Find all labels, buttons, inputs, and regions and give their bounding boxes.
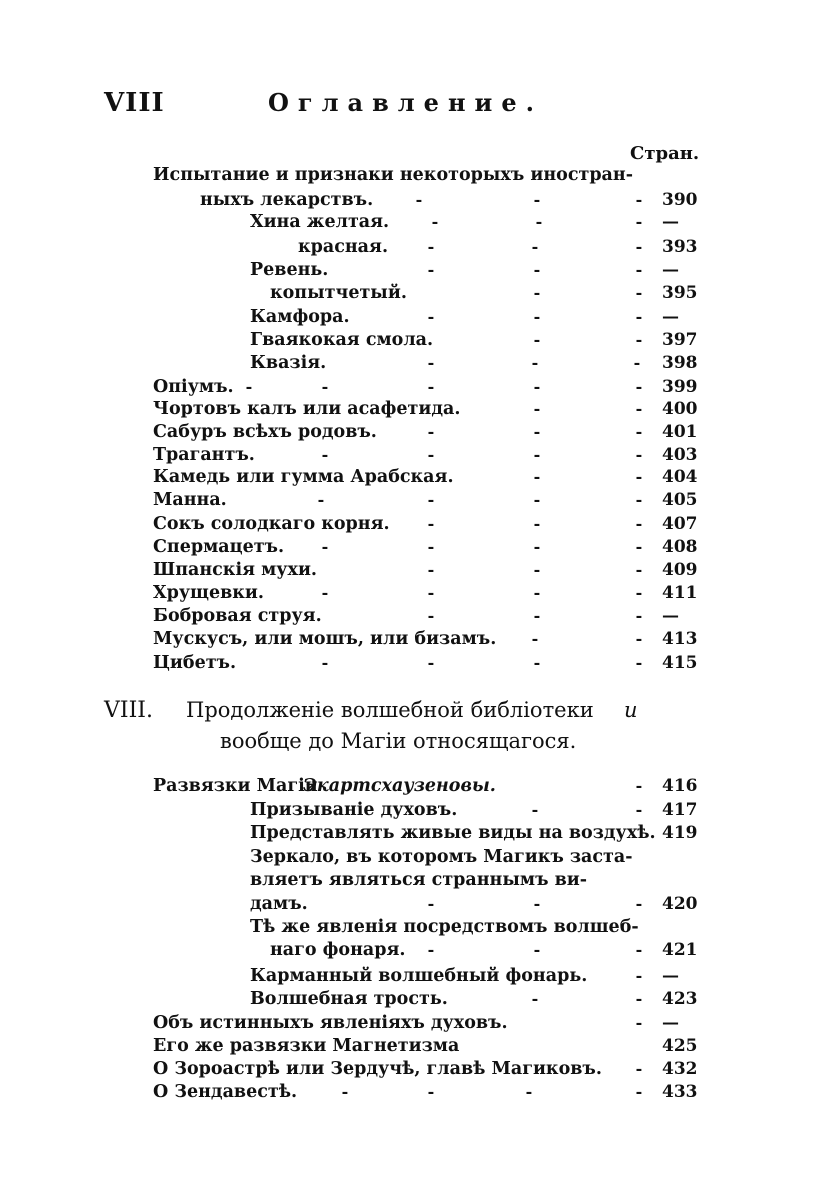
toc-entry-page: — <box>662 606 679 626</box>
leader-dot: - <box>431 212 439 231</box>
leader-dot: - <box>533 514 541 533</box>
toc-entry <box>0 467 840 491</box>
section-number: VIII. <box>104 698 153 723</box>
page-column-label: Стран. <box>630 143 700 164</box>
leader-dot: - <box>427 307 435 326</box>
toc-entry-title: Карманный волшебный фонарь. <box>250 966 588 986</box>
toc-entry-title: Мускусъ, или мошъ, или бизамъ. <box>153 629 497 649</box>
section-title-conjunction: и <box>624 698 638 722</box>
toc-entry-page: 423 <box>662 989 698 1009</box>
toc-entry <box>0 800 840 824</box>
leader-dot: - <box>635 422 643 441</box>
toc-entry-page: — <box>662 260 679 280</box>
leader-dot: - <box>415 190 423 209</box>
leader-dot: - <box>635 989 643 1008</box>
leader-dot: - <box>533 260 541 279</box>
toc-entry-title: Ревень. <box>250 260 329 280</box>
toc-entry-page: 416 <box>662 776 698 796</box>
toc-entry-title: Шпанскія мухи. <box>153 560 318 580</box>
leader-dot: - <box>427 894 435 913</box>
toc-entry <box>0 514 840 538</box>
toc-entry-page: 425 <box>662 1036 698 1056</box>
toc-entry <box>0 260 840 284</box>
toc-entry-title: Хина желтая. <box>250 212 390 232</box>
toc-entry <box>0 653 840 677</box>
leader-dot: - <box>533 490 541 509</box>
toc-entry <box>0 989 840 1013</box>
leader-dot: - <box>533 190 541 209</box>
leader-dot: - <box>533 422 541 441</box>
toc-entry-page: 393 <box>662 237 698 257</box>
leader-dot: - <box>317 490 325 509</box>
leader-dot: - <box>635 307 643 326</box>
section-title-line1: Продолженіе волшебной библіотеки <box>186 698 594 722</box>
toc-entry-title: Цибетъ. <box>153 653 237 673</box>
toc-entry <box>0 445 840 469</box>
leader-dot: - <box>635 966 643 985</box>
toc-entry <box>0 283 840 307</box>
toc-entry <box>0 1036 840 1060</box>
toc-entry-title: Сабуръ всѣхъ родовъ. <box>153 422 377 442</box>
leader-dot: - <box>533 399 541 418</box>
toc-entry-page: — <box>662 307 679 327</box>
leader-dot: - <box>533 330 541 349</box>
toc-entry-title: Волшебная трость. <box>250 989 448 1009</box>
section-title-line2: вообще до Магіи относящагося. <box>220 729 577 753</box>
toc-entry-page: 432 <box>662 1059 698 1079</box>
toc-entry-title: ныхъ лекарствъ. <box>200 190 374 210</box>
toc-entry <box>0 917 840 941</box>
toc-entry <box>0 870 840 894</box>
toc-entry-title: О Зендавестѣ. <box>153 1082 298 1102</box>
toc-entry-title: Зеркало, въ которомъ Магикъ заста- <box>250 847 633 867</box>
toc-entry <box>0 237 840 261</box>
leader-dot: - <box>427 1082 435 1101</box>
leader-dot: - <box>533 606 541 625</box>
leader-dot: - <box>525 1082 533 1101</box>
leader-dot: - <box>533 653 541 672</box>
toc-entry-page: 420 <box>662 894 698 914</box>
toc-entry-page: 433 <box>662 1082 698 1102</box>
leader-dot: - <box>321 377 329 396</box>
leader-dot: - <box>635 940 643 959</box>
leader-dot: - <box>427 583 435 602</box>
toc-entry <box>0 212 840 236</box>
toc-entry-page: 407 <box>662 514 698 534</box>
toc-entry <box>0 629 840 653</box>
leader-dot: - <box>427 940 435 959</box>
toc-entry-page: 398 <box>662 353 698 373</box>
toc-entry-title: О Зороастрѣ или Зердучѣ, главѣ Магиковъ. <box>153 1059 602 1079</box>
leader-dot: - <box>427 537 435 556</box>
toc-entry <box>0 1059 840 1083</box>
toc-entry-page: — <box>662 212 679 232</box>
leader-dot: - <box>635 445 643 464</box>
toc-entry-page: 400 <box>662 399 698 419</box>
leader-dot: - <box>531 800 539 819</box>
toc-entry-title: красная. <box>298 237 389 257</box>
toc-entry <box>0 165 840 189</box>
toc-entry-title: Манна. <box>153 490 227 510</box>
leader-dot: - <box>533 894 541 913</box>
leader-dot: - <box>635 467 643 486</box>
leader-dot: - <box>635 212 643 231</box>
toc-entry-title: Квазія. <box>250 353 327 373</box>
leader-dot: - <box>635 560 643 579</box>
leader-dot: - <box>427 490 435 509</box>
toc-entry-page: 413 <box>662 629 698 649</box>
toc-entry <box>0 537 840 561</box>
leader-dot: - <box>427 560 435 579</box>
leader-dot: - <box>531 629 539 648</box>
leader-dot: - <box>427 377 435 396</box>
toc-entry-page: 405 <box>662 490 698 510</box>
toc-entry-title: Трагантъ. <box>153 445 255 465</box>
leader-dot: - <box>427 445 435 464</box>
leader-dot: - <box>535 212 543 231</box>
leader-dot: - <box>635 653 643 672</box>
toc-entry-title: Камфора. <box>250 307 350 327</box>
leader-dot: - <box>533 467 541 486</box>
leader-dot: - <box>321 537 329 556</box>
toc-entry <box>0 190 840 214</box>
leader-dot: - <box>635 629 643 648</box>
leader-dot: - <box>635 1082 643 1101</box>
toc-entry-page: 411 <box>662 583 698 603</box>
page-title: Оглавлениe. <box>268 88 543 117</box>
toc-entry-title: Испытание и признаки некоторыхъ иностран- <box>153 165 633 185</box>
leader-dot: - <box>635 1013 643 1032</box>
leader-dot: - <box>635 1059 643 1078</box>
toc-entry-page: 395 <box>662 283 698 303</box>
toc-entry-title: дамъ. <box>250 894 308 914</box>
toc-entry <box>0 894 840 918</box>
leader-dot: - <box>635 514 643 533</box>
toc-entry-page: 404 <box>662 467 698 487</box>
toc-entry-title: Развязки Магіи <box>153 776 318 796</box>
leader-dot: - <box>427 353 435 372</box>
toc-entry <box>0 1013 840 1037</box>
toc-entry-title: Представлять живые виды на воздухѣ. <box>250 823 656 843</box>
leader-dot: - <box>321 445 329 464</box>
leader-dot: - <box>635 894 643 913</box>
toc-entry-title: копытчетый. <box>270 283 407 303</box>
toc-entry-title: вляетъ являться страннымъ ви- <box>250 870 588 890</box>
leader-dot: - <box>427 514 435 533</box>
toc-entry-page: 419 <box>662 823 698 843</box>
toc-entry <box>0 399 840 423</box>
leader-dot: - <box>427 422 435 441</box>
leader-dot: - <box>427 606 435 625</box>
leader-dot: - <box>635 260 643 279</box>
leader-dot: - <box>635 330 643 349</box>
leader-dot: - <box>531 237 539 256</box>
leader-dot: - <box>635 490 643 509</box>
toc-entry-title: Спермацетъ. <box>153 537 285 557</box>
leader-dot: - <box>533 560 541 579</box>
leader-dot: - <box>341 1082 349 1101</box>
toc-entry <box>0 422 840 446</box>
leader-dot: - <box>635 800 643 819</box>
toc-entry <box>0 353 840 377</box>
toc-entry-title: Тѣ же явленія посредствомъ волшеб- <box>250 917 639 937</box>
toc-entry-title: Хрущевки. <box>153 583 264 603</box>
toc-entry <box>0 307 840 331</box>
toc-entry-page: — <box>662 1013 679 1033</box>
leader-dot: - <box>635 606 643 625</box>
leader-dot: - <box>531 353 539 372</box>
toc-entry-title: Его же развязки Магнетизма <box>153 1036 460 1056</box>
leader-dot: - <box>635 190 643 209</box>
toc-entry-page: 408 <box>662 537 698 557</box>
leader-dot: - <box>321 653 329 672</box>
leader-dot: - <box>533 940 541 959</box>
toc-entry-title: Призываніе духовъ. <box>250 800 458 820</box>
leader-dot: - <box>635 283 643 302</box>
toc-entry <box>0 940 840 964</box>
toc-entry-title: Чортовъ калъ или асафетида. <box>153 399 461 419</box>
leader-dot: - <box>533 283 541 302</box>
toc-entry <box>0 823 840 847</box>
toc-entry-title: Опіумъ. <box>153 377 234 397</box>
toc-entry-title: Объ истинныхъ явленіяхъ духовъ. <box>153 1013 508 1033</box>
toc-entry-title: Гваякокая смола. <box>250 330 434 350</box>
toc-entry-page: 401 <box>662 422 698 442</box>
leader-dot: - <box>533 445 541 464</box>
toc-entry-page: 403 <box>662 445 698 465</box>
toc-entry <box>0 330 840 354</box>
toc-entry-page: 409 <box>662 560 698 580</box>
toc-entry-page: 421 <box>662 940 698 960</box>
toc-entry-page: 390 <box>662 190 698 210</box>
toc-entry <box>0 1082 840 1106</box>
toc-entry-title: Бобровая струя. <box>153 606 322 626</box>
toc-entry <box>0 776 840 800</box>
toc-entry-title: Сокъ солодкаго корня. <box>153 514 390 534</box>
leader-dot: - <box>635 377 643 396</box>
toc-entry <box>0 490 840 514</box>
leader-dot: - <box>533 307 541 326</box>
toc-entry-page: — <box>662 966 679 986</box>
toc-entry-title-italic: Экартсхаузеновы. <box>303 776 496 796</box>
toc-entry <box>0 560 840 584</box>
toc-entry <box>0 606 840 630</box>
toc-entry-page: 417 <box>662 800 698 820</box>
leader-dot: - <box>245 377 253 396</box>
leader-dot: - <box>633 353 641 372</box>
leader-dot: - <box>427 653 435 672</box>
toc-entry <box>0 377 840 401</box>
leader-dot: - <box>533 537 541 556</box>
leader-dot: - <box>321 583 329 602</box>
leader-dot: - <box>635 237 643 256</box>
leader-dot: - <box>427 260 435 279</box>
toc-entry-title: Камедь или гумма Арабская. <box>153 467 454 487</box>
leader-dot: - <box>635 776 643 795</box>
leader-dot: - <box>533 583 541 602</box>
leader-dot: - <box>531 989 539 1008</box>
toc-entry-page: 397 <box>662 330 698 350</box>
toc-entry <box>0 966 840 990</box>
leader-dot: - <box>635 537 643 556</box>
leader-dot: - <box>635 583 643 602</box>
leader-dot: - <box>635 399 643 418</box>
page-numeral: VIII <box>104 88 165 118</box>
toc-entry-page: 415 <box>662 653 698 673</box>
toc-entry-title: наго фонаря. <box>270 940 406 960</box>
leader-dot: - <box>533 377 541 396</box>
leader-dot: - <box>427 237 435 256</box>
toc-entry-page: 399 <box>662 377 698 397</box>
toc-entry <box>0 847 840 871</box>
toc-entry <box>0 583 840 607</box>
